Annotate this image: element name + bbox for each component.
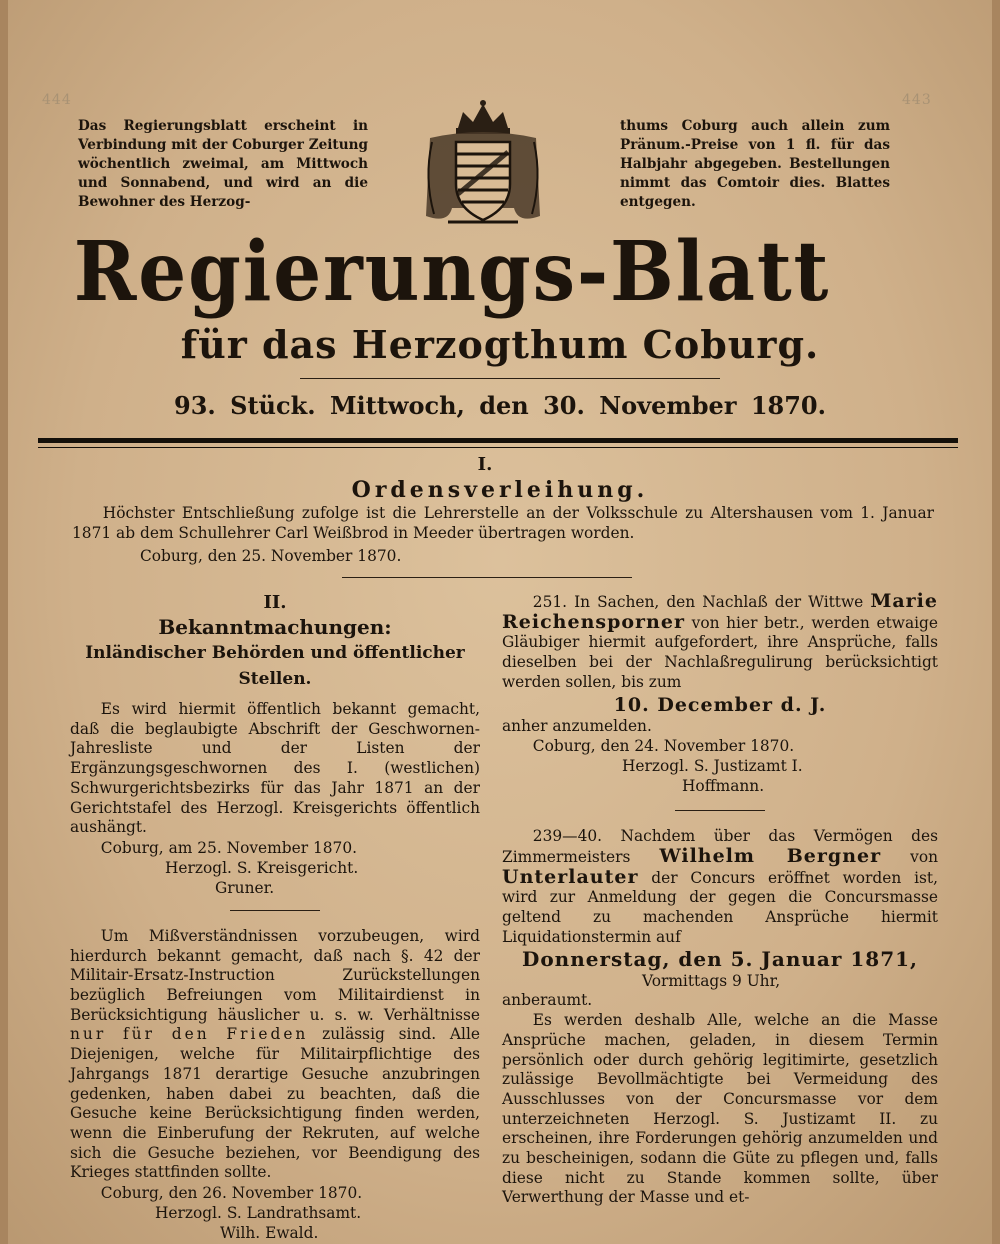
section-1-text: Höchster Entschließung zufolge ist die Lehrerstelle an der Volksschule zu Altershausen vom 1. Januar 1871 ab dem Schullehrer Carl Weißbrod in Meeder übertragen worden. [72, 504, 934, 542]
notice-239-date: Donnerstag, den 5. Januar 1871, [521, 947, 919, 972]
notice-239-place: Unterlauter [502, 865, 639, 888]
notice-251-divider [675, 810, 765, 811]
notice-2-text-a: Um Mißverständnissen vorzubeugen, wird hierdurch bekannt gemacht, daß nach §. 42 der Militair-Ersatz-Instruction Zurückstellungen bezüglich Befreiungen vom Militairdienst in Berücksichtigung häuslicher u. s. w. Verhältnisse [70, 926, 480, 1024]
notice-2-authority: Herzogl. S. Landrathsamt. [155, 1204, 362, 1223]
notice-251-text-c: anher anzumelden. [502, 716, 652, 735]
notice-239-text-b: von [910, 847, 938, 866]
section-1-number: I. [477, 454, 493, 475]
notice-251-text-a: 251. In Sachen, den Nachlaß der Wittwe [532, 593, 864, 611]
notice-2-text-spaced: nur für den Frieden [70, 1025, 309, 1044]
section-2-number: II. [263, 592, 287, 613]
notice-251-deadline: 10. December d. J. [613, 693, 827, 716]
section-1-heading [0, 454, 1000, 504]
notice-1-authority: Herzogl. S. Kreisgericht. [165, 858, 359, 877]
notice-2-place-date: Coburg, den 26. November 1870. [100, 1184, 363, 1203]
notice-251-name: Marie Reichensporner [502, 590, 938, 633]
page-edge-right [992, 0, 1000, 1244]
section-2-subtitle: Inländischer Behörden und öffentlicher Stellen. [85, 643, 465, 689]
section-1-title: Ordensverleihung. [351, 477, 649, 503]
right-column [502, 592, 938, 1208]
page-number-right: 443 [902, 92, 932, 108]
left-column [70, 592, 480, 1243]
issue-line [0, 390, 1000, 422]
subtitle-rule [300, 378, 720, 379]
header-notice-right: thums Coburg auch allein zum Pränum.-Preise von 1 fl. für das Halbjahr abgegeben. Bestellungen nimmt das Comtoir dies. Blattes entgegen. [620, 118, 890, 210]
notice-251-place-date: Coburg, den 24. November 1870. [532, 737, 795, 756]
notice-1-place-date: Coburg, am 25. November 1870. [100, 838, 358, 857]
notice-239-text-d: anberaumt. [502, 991, 593, 1010]
page-number-left: 444 [42, 92, 72, 108]
notice-251-name-signoff: Hoffmann. [682, 777, 765, 796]
notice-239-text-c: der Concurs eröffnet worden ist, wird zur Anmeldung der gegen die Concursmasse geltend zu machenden Ansprüche hiermit Liquidationstermin auf [502, 868, 938, 946]
notice-251-text-b: von hier betr., werden etwaige Gläubiger hiermit aufgefordert, ihre Ansprüche, falls dieselben bei der Nachlaßregulirung berücksichtigt werden sollen, bis zum [502, 613, 938, 691]
coat-of-arms-icon [418, 98, 548, 236]
issue-date: Mittwoch, den 30. November 1870. [329, 391, 826, 420]
section-2-title: Bekanntmachungen: [158, 615, 392, 639]
notice-239-text-e: Es werden deshalb Alle, welche an die Masse Ansprüche machen, geladen, in diesem Termin persönlich oder durch gehörig legitimirte, gesetzlich zulässige Bevollmächtigte bei Vermeidung des Ausschlusses von der Concursmasse vor dem unterzeichneten Herzogl. S. Justizamt II. zu erscheinen, ihre Forderungen gehörig anzumelden und zu bescheinigen, sodann die Güte zu pflegen und, falls diese nicht zu Stande kommen sollte, über Verwerthung der Masse und et- [502, 1011, 938, 1207]
section-1-signoff: Coburg, den 25. November 1870. [140, 547, 402, 565]
notice-2-name: Wilh. Ewald. [220, 1224, 319, 1243]
notice-2-text [70, 927, 480, 1183]
notice-1-divider [230, 910, 320, 911]
masthead-subtitle: für das Herzogthum Coburg. [180, 322, 820, 367]
masthead-title: Regierungs-Blatt [73, 224, 831, 320]
page-edge-left [0, 0, 8, 1244]
notice-239-text [502, 827, 938, 947]
column-top-rule [342, 577, 632, 578]
issue-number: 93. Stück. [174, 391, 316, 420]
notice-1-name: Gruner. [215, 878, 275, 897]
notice-239-name: Wilhelm Bergner [659, 844, 882, 867]
notice-251-text [502, 592, 938, 693]
notice-239-text-a: 239—40. Nachdem über das Vermögen des Zimmermeisters [502, 827, 938, 866]
notice-251-authority: Herzogl. S. Justizamt I. [622, 757, 803, 776]
notice-2-text-b: zulässig sind. Alle Diejenigen, welche für Militairpflichtige des Jahrgangs 1871 derartige Gesuche anzubringen gedenken, haben dabei zu beachten, daß die Gesuche keine Berücksichtigung finden werden, wenn die Einberufung der Rekruten, auf welche sich die Gesuche beziehen, vor Beendigung des Krieges stattfinden sollte. [70, 1025, 480, 1182]
masthead-rule-thin [38, 447, 958, 448]
notice-239-time: Vormittags 9 Uhr, [642, 972, 781, 991]
masthead-rule-thick [38, 438, 958, 443]
notice-1-text: Es wird hiermit öffentlich bekannt gemacht, daß die beglaubigte Abschrift der Geschwornen-Jahresliste und der Listen der Ergänzungsgeschwornen des I. (westlichen) Schwurgerichtsbezirks für das Jahr 1871 an der Gerichtstafel des Herzogl. Kreisgerichts öffentlich aushängt. [70, 700, 480, 837]
header-notice-left: Das Regierungsblatt erscheint in Verbindung mit der Coburger Zeitung wöchentlich zweimal, am Mittwoch und Sonnabend, und wird an die Bewohner des Herzog- [78, 118, 368, 210]
